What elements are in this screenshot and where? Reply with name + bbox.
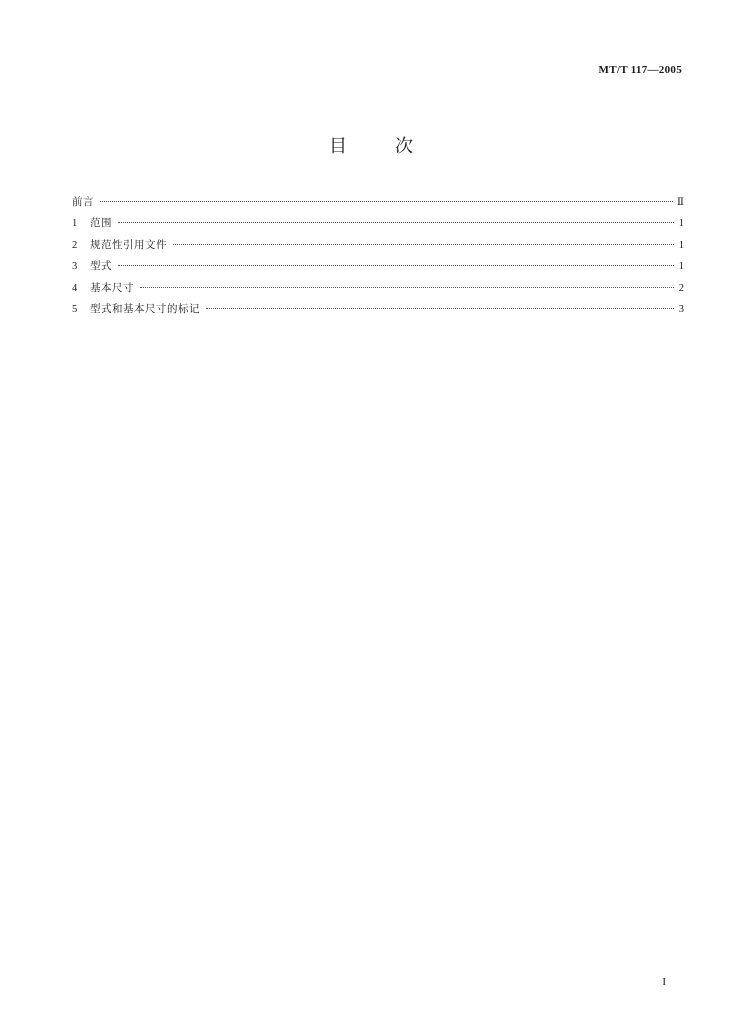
toc-title-char-2: 次 (395, 136, 413, 157)
toc-title-char-1: 目 (329, 136, 347, 157)
toc-entry-number: 1 (72, 218, 78, 230)
toc-entry-page: 1 (678, 261, 684, 273)
dot-leader (140, 287, 674, 288)
toc-entry-label: 范围 (90, 217, 112, 230)
toc-title (0, 132, 742, 158)
toc-entry-normative-references[interactable] (72, 237, 684, 258)
toc-entry-page: Ⅱ (676, 197, 684, 208)
toc-entry-number: 5 (72, 303, 78, 315)
toc-entry-scope[interactable] (72, 215, 684, 236)
dot-leader (118, 265, 674, 266)
toc-entry-number: 2 (72, 239, 78, 251)
table-of-contents (72, 194, 684, 322)
page-number: I (662, 976, 666, 988)
toc-entry-foreword[interactable] (72, 194, 684, 215)
toc-entry-number: 3 (72, 261, 78, 273)
toc-entry-page: 1 (678, 239, 684, 251)
toc-entry-label: 型式和基本尺寸的标记 (90, 302, 200, 315)
toc-entry-label: 规范性引用文件 (90, 238, 167, 251)
toc-entry-page: 1 (678, 218, 684, 230)
toc-entry-label: 前言 (72, 196, 94, 208)
toc-entry-label: 基本尺寸 (90, 281, 134, 294)
dot-leader (100, 201, 673, 202)
toc-entry-page: 2 (678, 282, 684, 294)
toc-entry-designation[interactable] (72, 301, 684, 322)
toc-entry-types[interactable] (72, 258, 684, 279)
toc-entry-basic-dimensions[interactable] (72, 280, 684, 301)
dot-leader (206, 308, 674, 309)
standard-code: MT/T 117—2005 (598, 64, 682, 76)
toc-entry-number: 4 (72, 282, 78, 294)
dot-leader (118, 222, 674, 223)
toc-entry-label: 型式 (90, 260, 112, 273)
toc-entry-page: 3 (678, 303, 684, 315)
dot-leader (173, 244, 674, 245)
